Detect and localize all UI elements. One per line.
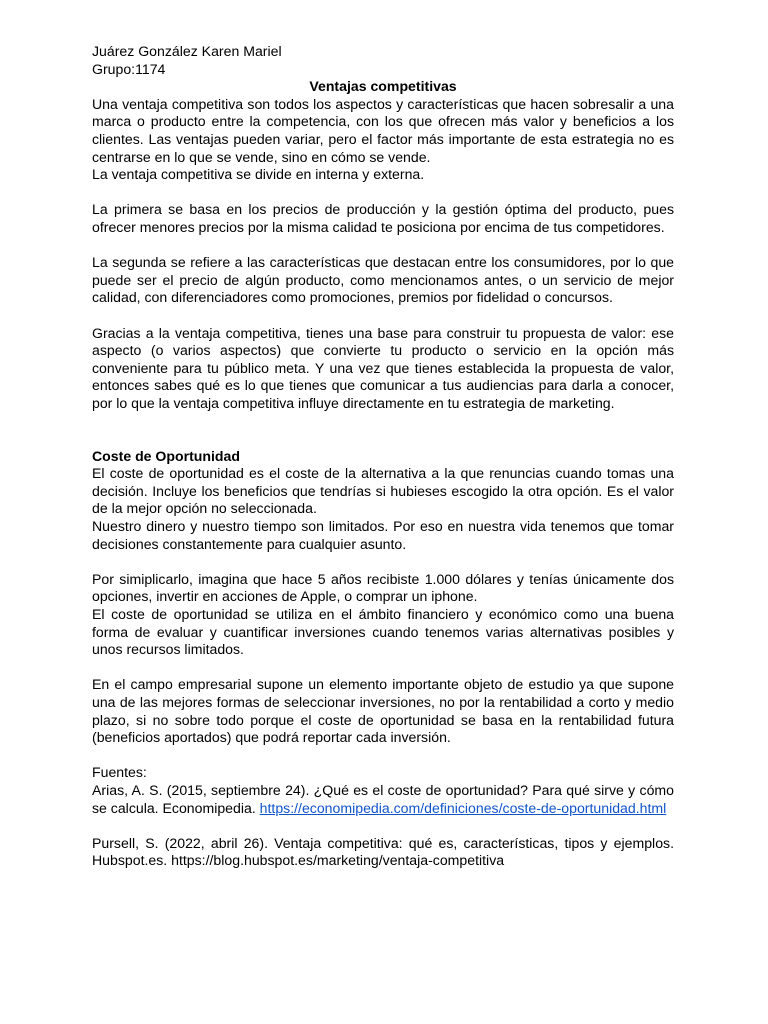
reference-item: Pursell, S. (2022, abril 26). Ventaja competitiva: qué es, características, tipos y ejemplos. Hubspot.es. https://blog.hubspot.es/marketing/ventaja-competitiva [92, 834, 674, 869]
paragraph: El coste de oportunidad es el coste de la alternativa a la que renuncias cuando tomas una decisión. Incluye los beneficios que tendrías si hubieses escogido la otra opción. Es el valor de la mejor opción no seleccionada. [92, 465, 674, 517]
paragraph: Una ventaja competitiva son todos los aspectos y características que hacen sobresalir a una marca o producto entre la competencia, con los que ofrecen más valor y beneficios a los clientes. Las ventajas pueden variar, pero el factor más importante de esta estrategia no es centrarse en lo que se vende, sino en cómo se vende. [92, 95, 674, 165]
sources-heading: Fuentes: [92, 764, 147, 781]
paragraph: La segunda se refiere a las características que destacan entre los consumidores, por lo que puede ser el precio de algún producto, como mencionamos antes, o un servicio de mejor calidad, con diferenciadores como promociones, premios por fidelidad o concursos. [92, 254, 674, 306]
document-page [92, 43, 674, 870]
reference-text: Arias, A. S. (2015, septiembre 24). ¿Qué es el coste de oportunidad? Para qué sirve y cómo se calcula. Economipedia. [92, 781, 674, 816]
reference-link[interactable]: https://economipedia.com/definiciones/coste-de-oportunidad.html [259, 799, 667, 816]
paragraph: La primera se basa en los precios de producción y la gestión óptima del producto, pues ofrecer menores precios por la misma calidad te posiciona por encima de tus competidores. [92, 201, 674, 235]
reference-item [92, 782, 674, 817]
paragraph: Por simiplicarlo, imagina que hace 5 años recibiste 1.000 dólares y tenías únicamente dos opciones, invertir en acciones de Apple, o comprar un iphone. [92, 570, 674, 605]
paragraph: En el campo empresarial supone un elemento importante objeto de estudio ya que supone una de las mejores formas de seleccionar inversiones, no por la rentabilidad a corto y medio plazo, si no sobre todo porque el coste de oportunidad se basa en la rentabilidad futura (beneficios aportados) que podrá reportar cada inversión. [92, 676, 674, 746]
group-label: Grupo:1174 [92, 60, 166, 77]
paragraph: Nuestro dinero y nuestro tiempo son limitados. Por eso en nuestra vida tenemos que tomar decisiones constantemente para cualquier asunto. [92, 518, 674, 552]
paragraph: Gracias a la ventaja competitiva, tienes una base para construir tu propuesta de valor: ese aspecto (o varios aspectos) que convierte tu producto o servicio en la opción más conveniente para tu público meta. Y una vez que tienes establecida la propuesta de valor, entonces sabes qué es lo que tienes que comunicar a tus audiencias para darla a conocer, por lo que la ventaja competitiva influye directamente en tu estrategia de marketing. [92, 324, 674, 411]
paragraph: La ventaja competitiva se divide en interna y externa. [92, 166, 425, 183]
author-name: Juárez González Karen Mariel [92, 43, 282, 59]
paragraph: El coste de oportunidad se utiliza en el ámbito financiero y económico como una buena forma de evaluar y cuantificar inversiones cuando tenemos varias alternativas posibles y unos recursos limitados. [92, 606, 674, 658]
section-title-ventajas: Ventajas competitivas [309, 78, 457, 95]
section-title-coste: Coste de Oportunidad [92, 447, 240, 464]
